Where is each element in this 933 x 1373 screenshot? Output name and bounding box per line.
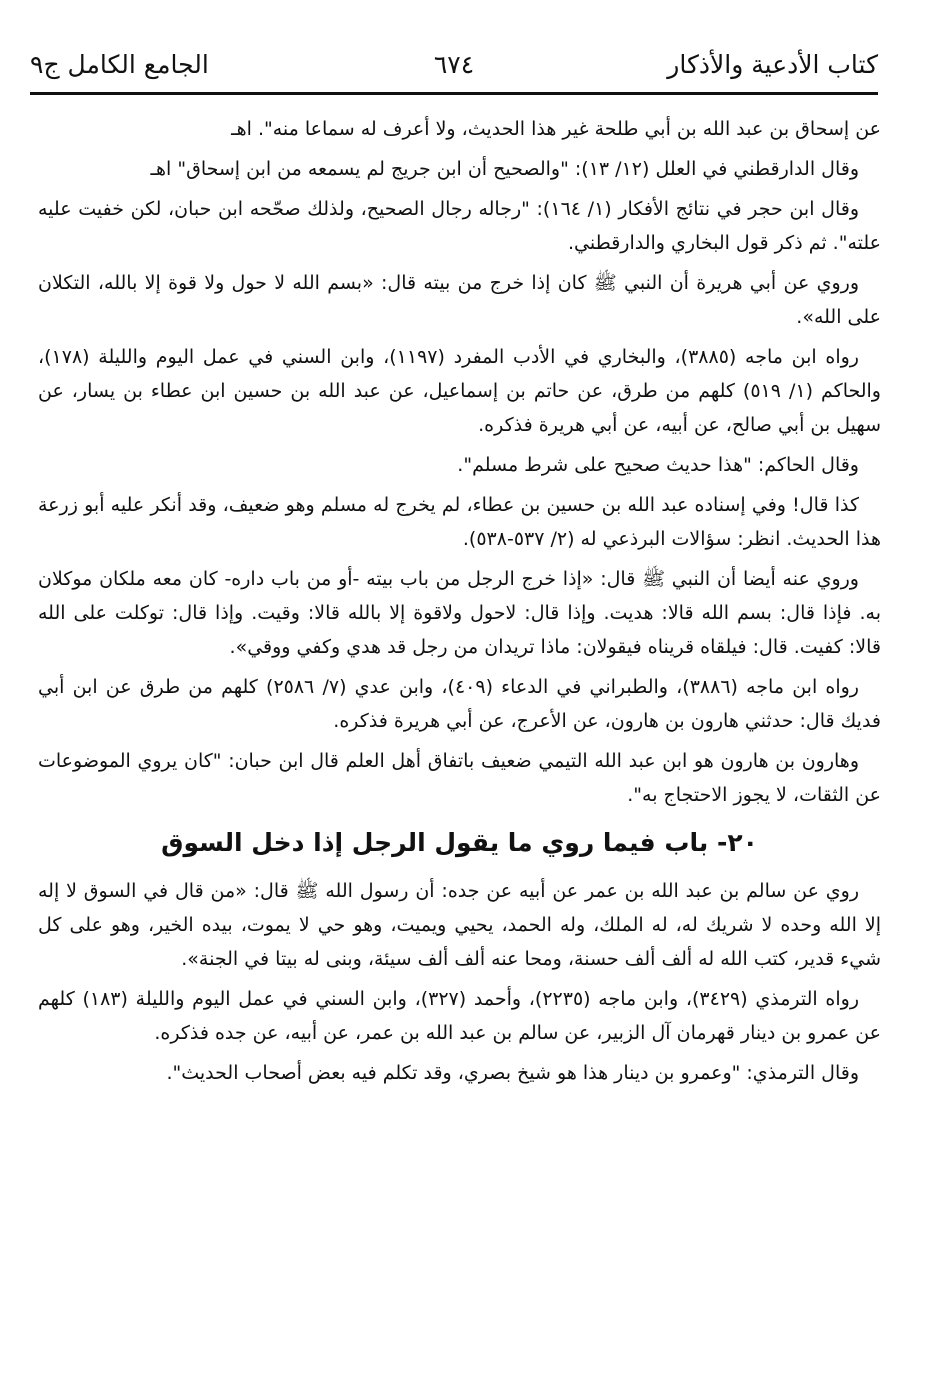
paragraph: وقال الدارقطني في العلل (١٢/ ١٣): "والصحيح أن ابن جريج لم يسمعه من ابن إسحاق" اهـ <box>150 158 859 180</box>
paragraph: وهارون بن هارون هو ابن عبد الله التيمي ضعيف باتفاق أهل العلم قال ابن حبان: "كان يروي الموضوعات عن الثقات، لا يجوز الاحتجاج به". <box>38 750 881 806</box>
paragraph: وقال ابن حجر في نتائج الأفكار (١/ ١٦٤): "رجاله رجال الصحيح، ولذلك صحّحه ابن حبان، لكن خفيت عليه علته". ثم ذكر قول البخاري والدارقطني. <box>38 198 881 254</box>
paragraph: عن إسحاق بن عبد الله بن أبي طلحة غير هذا الحديث، ولا أعرف له سماعا منه". اهـ <box>231 118 881 140</box>
running-title: الجامع الكامل ج٩ <box>30 50 209 79</box>
paragraph: وقال الحاكم: "هذا حديث صحيح على شرط مسلم". <box>457 454 859 476</box>
paragraph: رواه الترمذي (٣٤٢٩)، وابن ماجه (٢٢٣٥)، وأحمد (٣٢٧)، وابن السني في عمل اليوم والليلة (١٨٣) كلهم عن عمرو بن دينار قهرمان آل الزبير، عن سالم بن عبد الله بن عمر، عن أبيه، عن جده فذكره. <box>38 988 881 1044</box>
paragraph: رواه ابن ماجه (٣٨٨٦)، والطبراني في الدعاء (٤٠٩)، وابن عدي (٧/ ٢٥٨٦) كلهم من طرق عن ابن أبي فديك قال: حدثني هارون بن هارون، عن الأعرج، عن أبي هريرة فذكره. <box>38 676 881 732</box>
paragraph: رواه ابن ماجه (٣٨٨٥)، والبخاري في الأدب المفرد (١١٩٧)، وابن السني في عمل اليوم والليلة (١٧٨)، والحاكم (١/ ٥١٩) كلهم من طرق، عن حاتم بن إسماعيل، عن عبد الله بن حسين ابن عطاء بن يسار، عن سهيل بن أبي صالح، عن أبيه، عن أبي هريرة فذكره. <box>38 346 881 436</box>
page-body <box>38 112 881 1096</box>
page-header <box>30 46 878 95</box>
book-title: كتاب الأدعية والأذكار <box>667 50 878 79</box>
paragraph: وروي عنه أيضا أن النبي ﷺ قال: «إذا خرج الرجل من باب بيته -أو من باب داره- كان معه ملكان موكلان به. فإذا قال: بسم الله قالا: هديت. وإذا قال: لاحول ولاقوة إلا بالله قالا: وقيت. وإذا قال: توكلت على الله قالا: كفيت. قال: فيلقاه قريناه فيقولان: ماذا تريدان من رجل قد هدي وكفي ووقي». <box>38 568 881 658</box>
paragraph: كذا قال! وفي إسناده عبد الله بن حسين بن عطاء، لم يخرج له مسلم وهو ضعيف، وقد أنكر عليه أبو زرعة هذا الحديث. انظر: سؤالات البرذعي له (٢/ ٥٣٧-٥٣٨). <box>38 494 881 550</box>
page-number: ٦٧٤ <box>433 50 475 79</box>
chapter-heading: ٢٠- باب فيما روي ما يقول الرجل إذا دخل السوق <box>161 828 758 857</box>
paragraph: وروي عن أبي هريرة أن النبي ﷺ كان إذا خرج من بيته قال: «بسم الله لا حول ولا قوة إلا بالله، التكلان على الله». <box>38 272 881 328</box>
paragraph: وقال الترمذي: "وعمرو بن دينار هذا هو شيخ بصري، وقد تكلم فيه بعض أصحاب الحديث". <box>166 1062 859 1084</box>
paragraph: روي عن سالم بن عبد الله بن عمر عن أبيه عن جده: أن رسول الله ﷺ قال: «من قال في السوق لا إله إلا الله وحده لا شريك له، له الملك، وله الحمد، يحيي ويميت، وهو حي لا يموت، بيده الخير، وهو على كل شيء قدير، كتب الله له ألف ألف حسنة، ومحا عنه ألف ألف سيئة، وبنى له بيتا في الجنة». <box>38 880 881 970</box>
